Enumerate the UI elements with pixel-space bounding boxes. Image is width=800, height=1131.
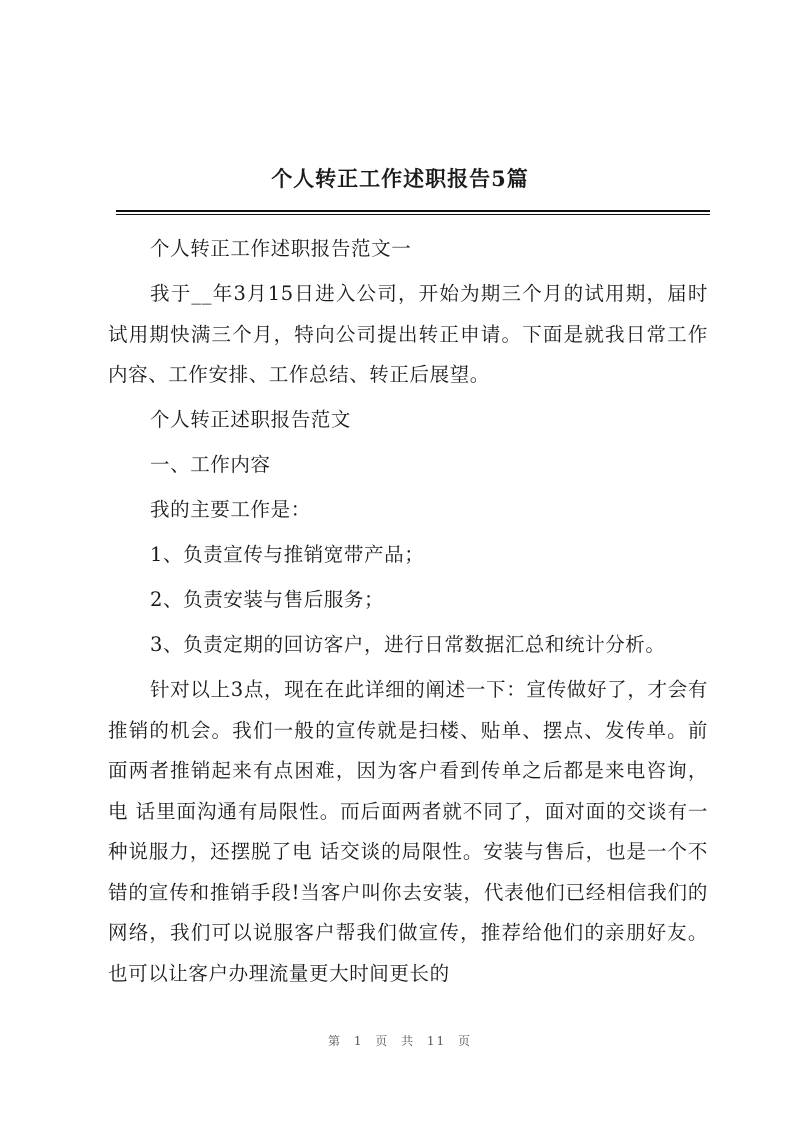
detail-paragraph: 针对以上3点，现在在此详细的阐述一下：宣传做好了，才会有推销的机会。我们一般的宣传就是扫楼、贴单、摆点、发传单。前面两者推销起来有点困难，因为客户看到传单之后都是来电咨询，电 话里面沟通有局限性。而后面两者就不同了，面对面的交谈有一种说服力，还摆脱了电 话交谈的局限性。安装与售后，也是一个不错的宣传和推销手段!当客户叫你去安装，代表他们已经相信我们的网络，我们可以说服客户帮我们做宣传，推荐给他们的亲朋好友。也可以让客户办理流量更大时间更长的 [108, 678, 708, 985]
list-item: 2、负责安装与售后服务； [150, 588, 385, 611]
section-heading-sample: 个人转正述职报告范文 [150, 408, 352, 431]
list-item: 1、负责宣传与推销宽带产品； [150, 543, 425, 566]
intro-paragraph: 我于__年3月15日进入公司，开始为期三个月的试用期，届时试用期快满三个月，特向公司提出转正申请。下面是就我日常工作内容、工作安排、工作总结、转正后展望。 [108, 282, 708, 386]
title-divider-thick [116, 210, 710, 212]
page-number-footer: 第 1 页 共 11 页 [328, 1034, 472, 1048]
document-title: 个人转正工作述职报告5篇 [271, 166, 529, 191]
list-item: 3、负责定期的回访客户，进行日常数据汇总和统计分析。 [150, 633, 666, 656]
section-heading-sample-one: 个人转正工作述职报告范文一 [150, 237, 412, 260]
main-work-lead: 我的主要工作是： [150, 498, 311, 521]
section-heading-work-content: 一、工作内容 [150, 453, 271, 476]
document-body [108, 229, 708, 999]
title-divider-thin [116, 214, 710, 215]
